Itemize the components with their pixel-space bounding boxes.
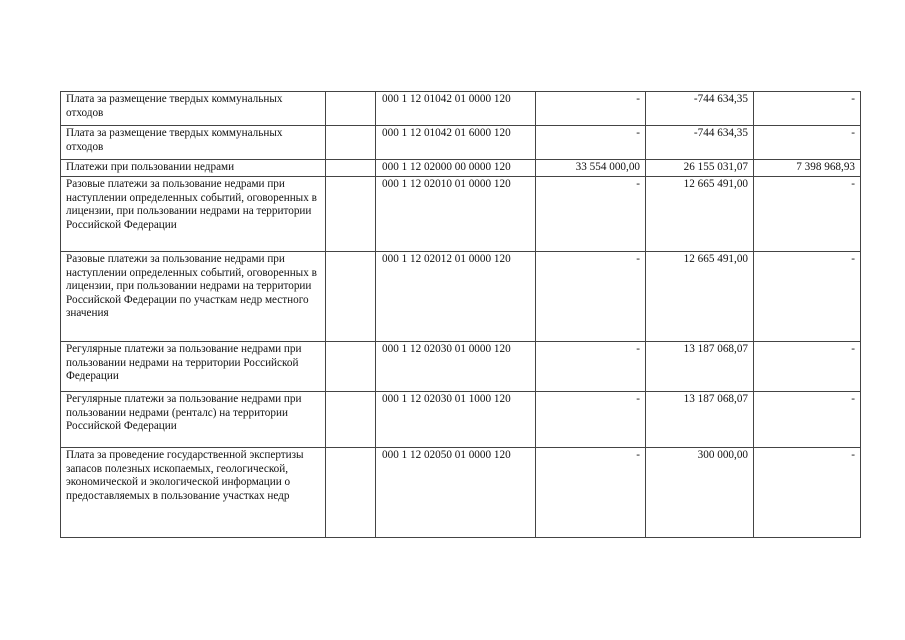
plan-amount: - — [536, 177, 646, 252]
fact-amount: 13 187 068,07 — [646, 342, 754, 392]
row-name: Разовые платежи за пользование недрами при наступлении определенных событий, оговоренных в лицензии, при пользовании недрами на территории Российской Федерации — [61, 177, 326, 252]
remainder-amount: - — [754, 392, 861, 448]
table-row — [61, 92, 861, 126]
row-name: Разовые платежи за пользование недрами при наступлении определенных событий, оговоренных в лицензии, при пользовании недрами на территории Российской Федерации по участкам недр местного значения — [61, 252, 326, 342]
remainder-amount: - — [754, 342, 861, 392]
fact-amount: 12 665 491,00 — [646, 252, 754, 342]
empty-cell — [326, 92, 376, 126]
budget-code: 000 1 12 02010 01 0000 120 — [376, 177, 536, 252]
remainder-amount: - — [754, 252, 861, 342]
plan-amount: - — [536, 252, 646, 342]
empty-cell — [326, 177, 376, 252]
budget-code: 000 1 12 01042 01 0000 120 — [376, 92, 536, 126]
row-name: Платежи при пользовании недрами — [61, 160, 326, 177]
remainder-amount: 7 398 968,93 — [754, 160, 861, 177]
table-row — [61, 392, 861, 448]
budget-code: 000 1 12 01042 01 6000 120 — [376, 126, 536, 160]
budget-code: 000 1 12 02030 01 1000 120 — [376, 392, 536, 448]
row-name: Плата за проведение государственной экспертизы запасов полезных ископаемых, геологической, экономической и экологической информации о предоставляемых в пользование участках недр — [61, 448, 326, 538]
remainder-amount: - — [754, 177, 861, 252]
row-name: Регулярные платежи за пользование недрами при пользовании недрами (ренталс) на территории Российской Федерации — [61, 392, 326, 448]
empty-cell — [326, 126, 376, 160]
fact-amount: -744 634,35 — [646, 92, 754, 126]
table-row — [61, 160, 861, 177]
plan-amount: - — [536, 342, 646, 392]
remainder-amount: - — [754, 448, 861, 538]
budget-code: 000 1 12 02030 01 0000 120 — [376, 342, 536, 392]
budget-code: 000 1 12 02050 01 0000 120 — [376, 448, 536, 538]
budget-code: 000 1 12 02012 01 0000 120 — [376, 252, 536, 342]
fact-amount: -744 634,35 — [646, 126, 754, 160]
table-row — [61, 448, 861, 538]
fact-amount: 12 665 491,00 — [646, 177, 754, 252]
fact-amount: 26 155 031,07 — [646, 160, 754, 177]
empty-cell — [326, 160, 376, 177]
plan-amount: - — [536, 126, 646, 160]
fact-amount: 300 000,00 — [646, 448, 754, 538]
row-name: Плата за размещение твердых коммунальных отходов — [61, 92, 326, 126]
row-name: Регулярные платежи за пользование недрами при пользовании недрами на территории Российской Федерации — [61, 342, 326, 392]
remainder-amount: - — [754, 92, 861, 126]
empty-cell — [326, 392, 376, 448]
table-row — [61, 177, 861, 252]
table-row — [61, 342, 861, 392]
empty-cell — [326, 342, 376, 392]
plan-amount: - — [536, 92, 646, 126]
table-row — [61, 126, 861, 160]
budget-code: 000 1 12 02000 00 0000 120 — [376, 160, 536, 177]
plan-amount: - — [536, 448, 646, 538]
revenue-table — [60, 91, 861, 538]
remainder-amount: - — [754, 126, 861, 160]
empty-cell — [326, 252, 376, 342]
plan-amount: 33 554 000,00 — [536, 160, 646, 177]
table-row — [61, 252, 861, 342]
row-name: Плата за размещение твердых коммунальных отходов — [61, 126, 326, 160]
empty-cell — [326, 448, 376, 538]
fact-amount: 13 187 068,07 — [646, 392, 754, 448]
plan-amount: - — [536, 392, 646, 448]
